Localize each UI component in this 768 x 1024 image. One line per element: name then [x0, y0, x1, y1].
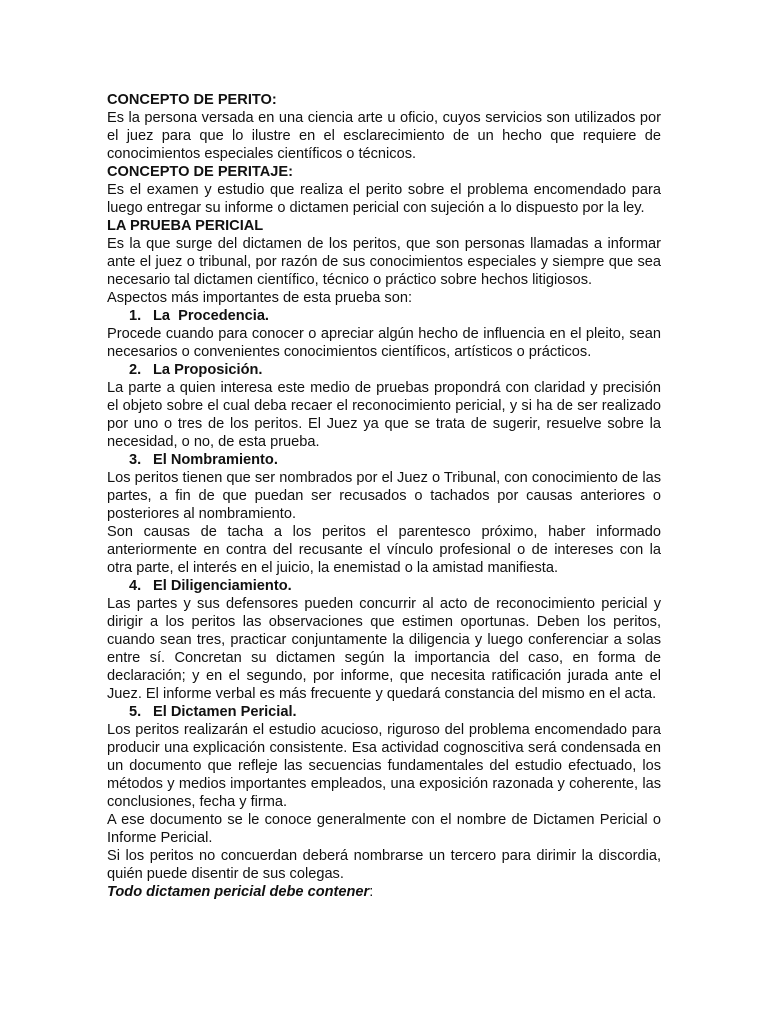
- list-number: 5.: [129, 704, 142, 720]
- heading-prueba-pericial: LA PRUEBA PERICIAL: [107, 218, 264, 234]
- list-number: 4.: [129, 578, 142, 594]
- list-title: El Nombramiento.: [153, 452, 278, 468]
- list-title: El Dictamen Pericial.: [153, 704, 297, 720]
- paragraph-nombramiento-2: Son causas de tacha a los peritos el parentesco próximo, haber informado anteriormente en contra del recusante el vínculo profesional o de intereses con la otra parte, el interés en el juicio, la enemistad o la amistad manifiesta.: [107, 524, 661, 576]
- list-item-diligenciamiento: [107, 577, 661, 595]
- paragraph-dictamen-2: A ese documento se le conoce generalmente con el nombre de Dictamen Pericial o Informe Pericial.: [107, 812, 661, 846]
- paragraph-proposicion: La parte a quien interesa este medio de pruebas propondrá con claridad y precisión el objeto sobre el cual deba recaer el reconocimiento pericial, y si ha de ser realizado por uno o tres de los peritos. El Juez ya que se trata de sugerir, resuelve sobre la necesidad, o no, de esta prueba.: [107, 380, 661, 450]
- paragraph-prueba-pericial: Es la que surge del dictamen de los peritos, que son personas llamadas a informar ante el juez o tribunal, por razón de sus conocimientos especiales y siempre que sea necesario tal dictamen científico, técnico o práctico sobre hechos litigiosos.: [107, 236, 661, 288]
- list-number: 3.: [129, 452, 142, 468]
- list-item-nombramiento: [107, 451, 661, 469]
- closing-text: Todo dictamen pericial debe contener: [107, 884, 370, 900]
- closing-statement: [107, 883, 661, 901]
- paragraph-concepto-perito: Es la persona versada en una ciencia arte u oficio, cuyos servicios son utilizados por el juez para que lo ilustre en el esclarecimiento de un hecho que requiere de conocimientos especiales científicos o técnicos.: [107, 110, 661, 162]
- list-item-proposicion: [107, 361, 661, 379]
- heading-concepto-peritaje: CONCEPTO DE PERITAJE:: [107, 164, 293, 180]
- list-title: El Diligenciamiento.: [153, 578, 292, 594]
- list-title: La Procedencia.: [153, 308, 269, 324]
- list-item-procedencia: [107, 307, 661, 325]
- paragraph-dictamen-3: Si los peritos no concuerdan deberá nombrarse un tercero para dirimir la discordia, quién puede disentir de sus colegas.: [107, 848, 661, 882]
- heading-concepto-perito: CONCEPTO DE PERITO:: [107, 92, 277, 108]
- closing-colon: :: [369, 884, 374, 900]
- document-page: [107, 91, 661, 901]
- paragraph-nombramiento-1: Los peritos tienen que ser nombrados por el Juez o Tribunal, con conocimiento de las partes, a fin de que puedan ser recusados o tachados por causas anteriores o posteriores al nombramiento.: [107, 470, 661, 522]
- list-title: La Proposición.: [153, 362, 263, 378]
- list-number: 2.: [129, 362, 142, 378]
- paragraph-aspectos: Aspectos más importantes de esta prueba son:: [107, 290, 413, 306]
- paragraph-procedencia: Procede cuando para conocer o apreciar algún hecho de influencia en el pleito, sean necesarios o convenientes conocimientos científicos, artísticos o prácticos.: [107, 326, 661, 360]
- paragraph-dictamen-1: Los peritos realizarán el estudio acucioso, riguroso del problema encomendado para producir una explicación consistente. Esa actividad cognoscitiva será condensada en un documento que refleje las secuencias fundamentales del estudio efectuado, los métodos y medios importantes empleados, una exposición razonada y coherente, las conclusiones, fecha y firma.: [107, 722, 661, 810]
- paragraph-concepto-peritaje: Es el examen y estudio que realiza el perito sobre el problema encomendado para luego entregar su informe o dictamen pericial con sujeción a lo dispuesto por la ley.: [107, 182, 661, 216]
- list-number: 1.: [129, 308, 142, 324]
- paragraph-diligenciamiento: Las partes y sus defensores pueden concurrir al acto de reconocimiento pericial y dirigir a los peritos las observaciones que estimen oportunas. Deben los peritos, cuando sean tres, practicar conjuntamente la diligencia y luego conferenciar a solas entre sí. Concretan su dictamen según la importancia del caso, en forma de declaración; y en el segundo, por informe, que necesita ratificación jurada ante el Juez. El informe verbal es más frecuente y quedará constancia del mismo en el acta.: [107, 596, 661, 702]
- list-item-dictamen: [107, 703, 661, 721]
